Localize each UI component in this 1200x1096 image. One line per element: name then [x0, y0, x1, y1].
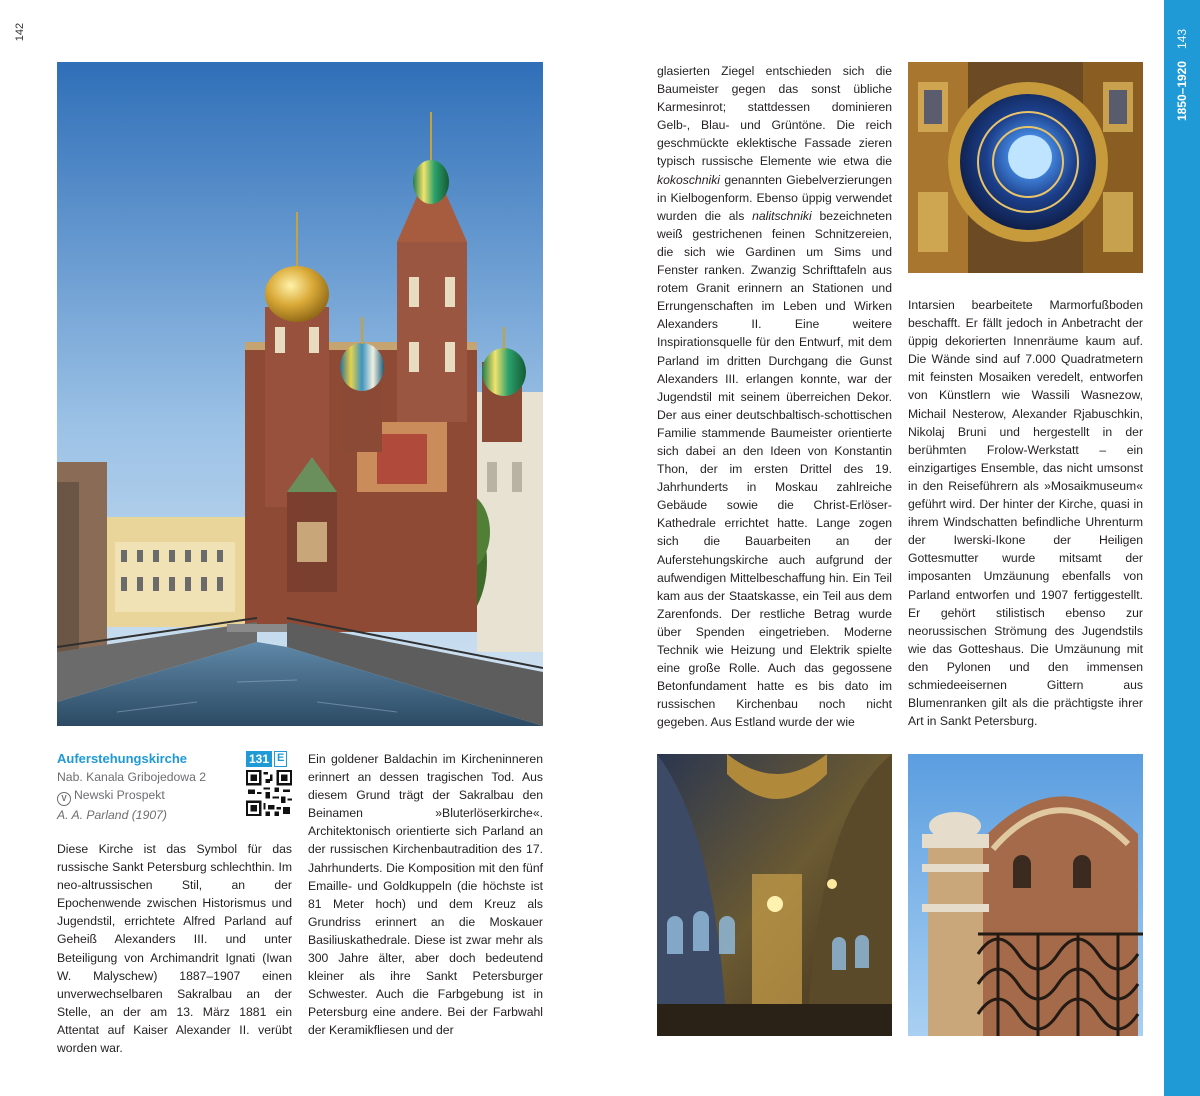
dome-mosaic-photo: [908, 62, 1143, 273]
term-nalitschniki: nalitschniki: [752, 208, 812, 223]
text-column-2: [308, 750, 543, 1040]
paragraph-facade: glasierten Ziegel entschieden sich die Baumeister gegen das sonst übliche Karmesinrot; stattdessen dominieren Gelb-, Blau- und Grüntöne. Die reich geschmückte eklektische Fassade zieren typisch russische Elemente wie etwa die kokoschniki genannten Giebelverzierungen in Kielbogenform. Ebenso üppig verwendet wurden die als nalitschniki bezeichneten weiß gestrichenen feinen Schnitzereien, die sich wie Gardinen um Sims und Fenster ranken. Zwanzig Schrifttafeln aus rotem Granit erinnern an Stationen und Errungenschaften im Leben und Wirken Alexanders II. Eine weitere Inspirationsquelle für den Entwurf, mit dem Parland im dritten Durchgang die Gunst Alexanders III. erlangen konnte, war der Jugendstil mit seinem überreichen Dekor. Der aus einer deutschbaltisch-schottischen Familie stammende Baumeister orientierte sich dabei an den Ideen von Konstantin Thon, der im ersten Drittel des 19. Jahrhunderts in Moskau zahlreiche Gebäude sowie die Christ-Erlöser-Kathedrale errichtet hatte. Lange zogen sich die Bauarbeiten an der Auferstehungskirche auch aufgrund der aufwendigen Mittelbeschaffung hin. Ein Teil kam aus der Staatskasse, ein Teil aus dem Zarenfonds. Der restliche Betrag wurde über Spenden eingetrieben. Moderne Technik wie Heizung und Elektrik spielte eine große Rolle. Auch das gegossene Betonfundament hatte es bis dato im russischen Kirchenbau noch nicht gegeben. Aus Estland wurde der wie: [657, 64, 892, 730]
page-number-left: 142: [14, 22, 26, 42]
map-reference-badge: [246, 751, 287, 767]
map-reference-letter: E: [274, 751, 287, 767]
gate-tower-photo: [908, 754, 1143, 1036]
term-kokoschniki: kokoschniki: [657, 172, 720, 187]
info-box: [57, 750, 242, 824]
paragraph-mosaics: Intarsien bearbeitete Marmorfußboden beschafft. Er fällt jedoch in Anbetracht der üppig dekorierten Innenräume kaum auf. Die Wände sind auf 7.000 Quadratmetern mit feinsten Mosaiken veredelt, entworfen von Künstlern wie Wassili Wasnezow, Michail Nesterow, Alexander Rjabuschkin, Nikolaj Bruni und hergestellt in der berühmten Frolow-Werkstatt – ein einzigartiges Ensemble, das nicht umsonst in den Reiseführern als »Mosaikmuseum« geführt wird. Der hinter der Kirche, quasi in ihrem Windschatten befindliche Uhrenturm der Iwerski-Ikone der Heiligen Gottesmutter wurde mitsamt der imposanten Umzäunung ebenfalls von Parland entworfen und 1907 fertiggestellt. Er gehört stilistisch ebenso zur neorussischen Strömung des Jugendstils wie das Gotteshaus. Die Umzäunung mit den Pylonen und den immensen schmiedeeisernen Gittern aus Blumenranken gilt als die prächtigste ihrer Art in Sankt Petersburg.: [908, 298, 1143, 729]
text-column-1: [57, 840, 292, 1057]
info-box-architect: A. A. Parland (1907): [57, 808, 167, 823]
church-exterior-photo: [57, 62, 543, 726]
metro-icon: V: [57, 792, 71, 806]
qr-code-icon[interactable]: [246, 770, 292, 816]
paragraph-intro: Diese Kirche ist das Symbol für das russische Sankt Petersburg schlechthin. Im neo-altrussischen Stil, an der Epochenwende zwischen Historismus und Jugendstil, errichtete Alfred Parland auf Geheiß Alexanders III. und unter Beteiligung von Archimandrit Ignati (Iwan W. Malyschew) 1887–1907 einen unverwechselbaren Sakralbau an der Stelle, an der am 13. März 1881 ein Attentat auf Kaiser Alexander II. verübt worden war.: [57, 842, 292, 1056]
page-number-right: 143: [1175, 28, 1189, 49]
info-box-address: Nab. Kanala Gribojedowa 2: [57, 770, 207, 784]
chapter-period: 1850–1920: [1175, 60, 1189, 122]
text-column-3: [657, 62, 892, 731]
church-interior-photo: [657, 754, 892, 1036]
map-reference-number: 131: [246, 751, 272, 767]
metro-station: Newski Prospekt: [74, 788, 165, 803]
chapter-sidebar: [1164, 0, 1200, 1096]
paragraph-baldachin: Ein goldener Baldachin im Kircheninneren erinnert an dessen tragischen Tod. Aus diesem Grund trägt der Sakralbau den Beinamen »Bluterlöserkirche«. Architektonisch orientierte sich Parland an der russischen Kirchenbautradition des 17. Jahrhunderts. Die Komposition mit den fünf Emaille- und Goldkuppeln (die höchste ist 81 Meter hoch) und dem Kreuz als Grundriss erinnert an die Moskauer Basiliuskathedrale. Diese ist zwar mehr als 300 Jahre älter, aber doch bedeutend kleiner als ihre Sankt Petersburger Schwester. Auch die Farbgebung ist in Petersburg eine andere. Bei der Farbwahl der Keramikfliesen und der: [308, 752, 543, 1038]
info-box-metro: [57, 786, 242, 806]
info-box-title: Auferstehungskirche: [57, 751, 188, 766]
text-column-4: [908, 296, 1143, 730]
